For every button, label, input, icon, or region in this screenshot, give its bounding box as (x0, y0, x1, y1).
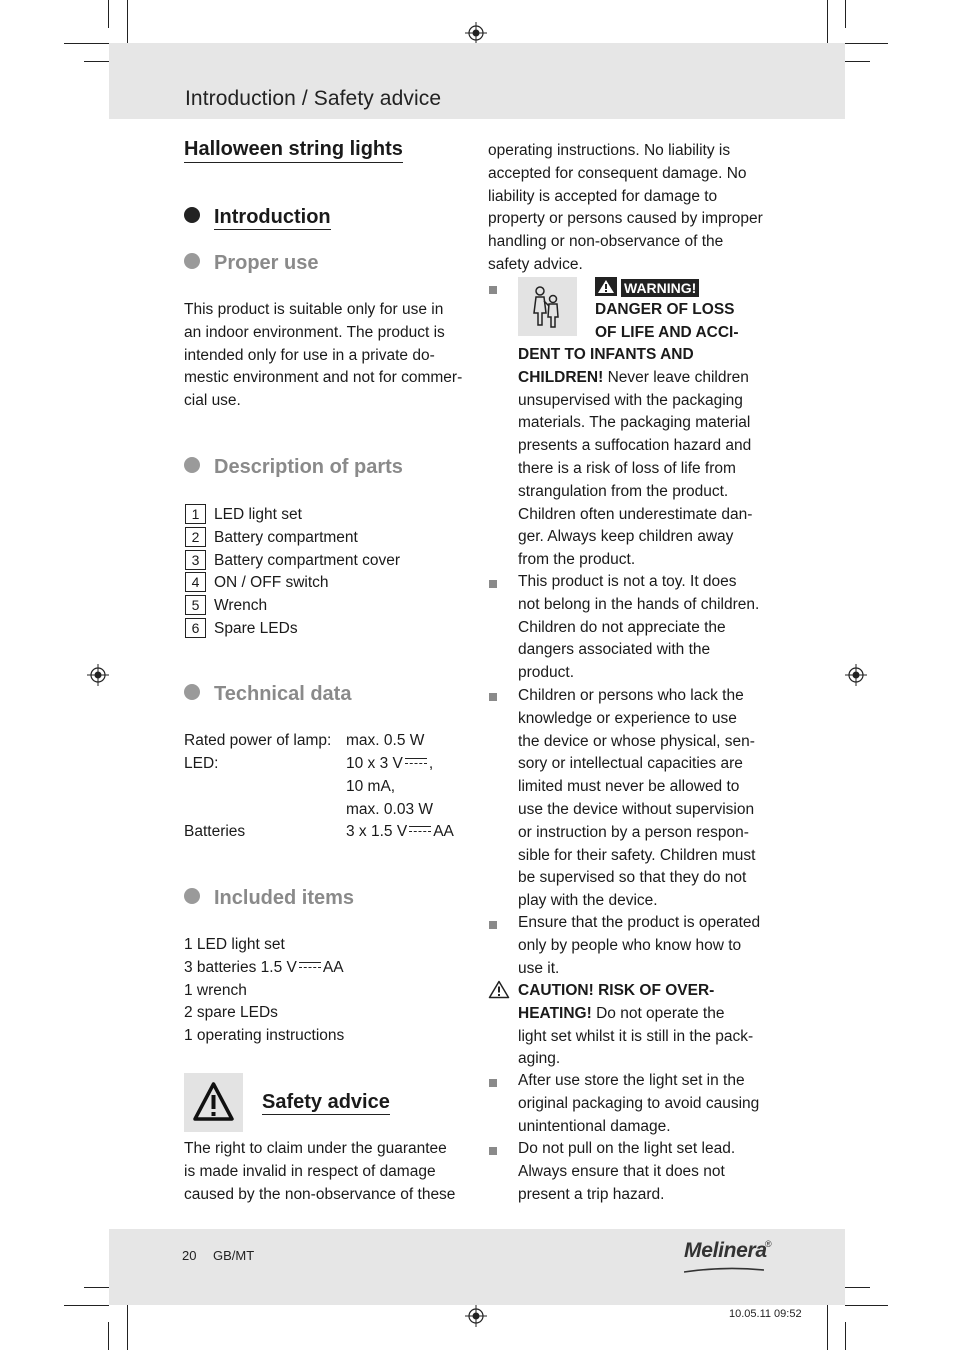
warning-label (595, 277, 699, 297)
crop-mark (84, 61, 109, 62)
proper-use-paragraph: This product is suitable only for use in an indoor environment. The product is intended only for use in a private do- mestic environment and not for commer- cial use. (184, 301, 463, 410)
caution-triangle-icon (488, 980, 510, 999)
subheading-technical-data: Technical data (184, 682, 351, 706)
caution-paragraph: CAUTION! RISK OF OVER- HEATING! Do not operate the light set whilst it is still in the pack- aging. (518, 982, 754, 1068)
bullet-icon (184, 253, 200, 269)
square-bullet-icon (489, 580, 497, 588)
included-items-list (184, 934, 474, 1048)
bullet-icon (184, 457, 200, 473)
registration-mark-icon (845, 664, 867, 686)
bullet-icon (184, 684, 200, 700)
tech-label-batteries: Batteries (184, 823, 246, 840)
subheading-included-items: Included items (184, 886, 354, 910)
parts-list-item: 1 LED light set (185, 504, 302, 524)
registered-mark: ® (765, 1239, 772, 1249)
crop-mark (64, 1305, 109, 1306)
crop-mark (84, 1287, 109, 1288)
persons-paragraph: Children or persons who lack the knowledge or experience to use the device or whose physical, sen- sory or intellectual capacities are limited must never be allowed to use the device without supervision or instruction by a person respon- sible for their safety. Children must be supervised so that they do not play with the device. (518, 687, 756, 910)
page-number: 20 (182, 1248, 197, 1263)
page-footer (109, 1229, 845, 1305)
warning-triangle-icon (595, 277, 617, 296)
page-title: Introduction / Safety advice (185, 87, 442, 110)
list-item: 1 LED light set (184, 936, 285, 953)
tech-label-led: LED: (184, 755, 219, 772)
crop-mark (127, 0, 128, 47)
child-warning-box (518, 277, 577, 336)
list-item: 2 spare LEDs (184, 1004, 278, 1022)
warning-heading-top: DANGER OF LOSS OF LIFE AND ACCI- (595, 301, 739, 341)
brand-logo: Melinera (684, 1239, 767, 1262)
crop-mark (845, 0, 846, 28)
crop-mark (845, 1322, 846, 1350)
tech-value-batteries: 3 x 1.5 V AA (346, 823, 454, 840)
crop-mark (845, 61, 870, 62)
square-bullet-icon (489, 1147, 497, 1155)
list-item: 3 batteries 1.5 V AA (184, 958, 344, 976)
safety-warning-box (184, 1073, 243, 1132)
bullet-icon (184, 207, 200, 223)
pull-paragraph: Do not pull on the light set lead. Always ensure that it does not present a trip hazard. (518, 1140, 736, 1203)
brand-swoosh-icon (684, 1267, 764, 1273)
child-hazard-icon (518, 277, 577, 336)
parts-list-item: 4 ON / OFF switch (185, 572, 329, 592)
direct-current-icon (299, 962, 321, 970)
print-timestamp: 10.05.11 09:52 (729, 1308, 802, 1320)
tech-value-led: 10 x 3 V , (346, 755, 434, 772)
crop-mark (845, 43, 888, 44)
crop-mark (827, 1303, 828, 1350)
list-item: 1 wrench (184, 981, 247, 999)
tech-value-led-current: 10 mA, (346, 778, 396, 795)
registration-mark-icon (465, 22, 487, 44)
list-item: 1 operating instructions (184, 1027, 345, 1045)
direct-current-icon (409, 826, 431, 834)
crop-mark (827, 0, 828, 47)
parts-list-item: 3 Battery compartment cover (185, 550, 400, 570)
ensure-paragraph: Ensure that the product is operated only by people who know how to use it. (518, 914, 761, 977)
crop-mark (845, 1305, 888, 1306)
square-bullet-icon (489, 1079, 497, 1087)
warning-paragraph: DENT TO INFANTS AND CHILDREN! Never leave children unsupervised with the packaging materials. The packaging material presents a suffocation hazard and there is a risk of loss of life from strangulation from the product. Children often underestimate dan- ger. Always keep children away from the product. (518, 346, 753, 569)
section-heading-safety-advice: Safety advice (262, 1091, 390, 1113)
crop-mark (127, 1303, 128, 1350)
crop-mark (64, 43, 109, 44)
square-bullet-icon (489, 286, 497, 294)
bullet-icon (184, 888, 200, 904)
registration-mark-icon (87, 664, 109, 686)
crop-mark (108, 0, 109, 28)
section-heading-introduction: Introduction (184, 205, 331, 229)
square-bullet-icon (489, 921, 497, 929)
crop-mark (108, 1322, 109, 1350)
parts-list-item: 5 Wrench (185, 595, 267, 615)
subheading-proper-use: Proper use (184, 251, 318, 275)
tech-value-led-power: max. 0.03 W (346, 801, 433, 818)
tech-label-rated-power: Rated power of lamp: (184, 732, 332, 749)
safety-intro-paragraph: The right to claim under the guarantee is made invalid in respect of damage caused by the non-observance of these (184, 1140, 456, 1203)
tech-value-rated-power: max. 0.5 W (346, 732, 425, 749)
page-header (109, 43, 845, 119)
direct-current-icon (405, 758, 427, 766)
document-title: Halloween string lights (184, 137, 403, 163)
crop-mark (845, 1287, 870, 1288)
store-paragraph: After use store the light set in the original packaging to avoid causing unintentional damage. (518, 1072, 760, 1135)
safety-continued-paragraph: operating instructions. No liability is accepted for consequent damage. No liability is accepted for damage to property or persons caused by improper handling or non-observance of the safety advice. (488, 142, 763, 273)
parts-list-item: 6 Spare LEDs (185, 618, 298, 638)
toy-paragraph: This product is not a toy. It does not belong in the hands of children. Children do not appreciate the dangers associated with the product. (518, 573, 760, 682)
registration-mark-icon (465, 1305, 487, 1327)
language-code: GB/MT (213, 1248, 255, 1263)
warning-triangle-icon (184, 1073, 243, 1132)
warning-badge: WARNING! (621, 279, 699, 297)
subheading-description-of-parts: Description of parts (184, 455, 403, 479)
parts-list-item: 2 Battery compartment (185, 527, 358, 547)
square-bullet-icon (489, 693, 497, 701)
